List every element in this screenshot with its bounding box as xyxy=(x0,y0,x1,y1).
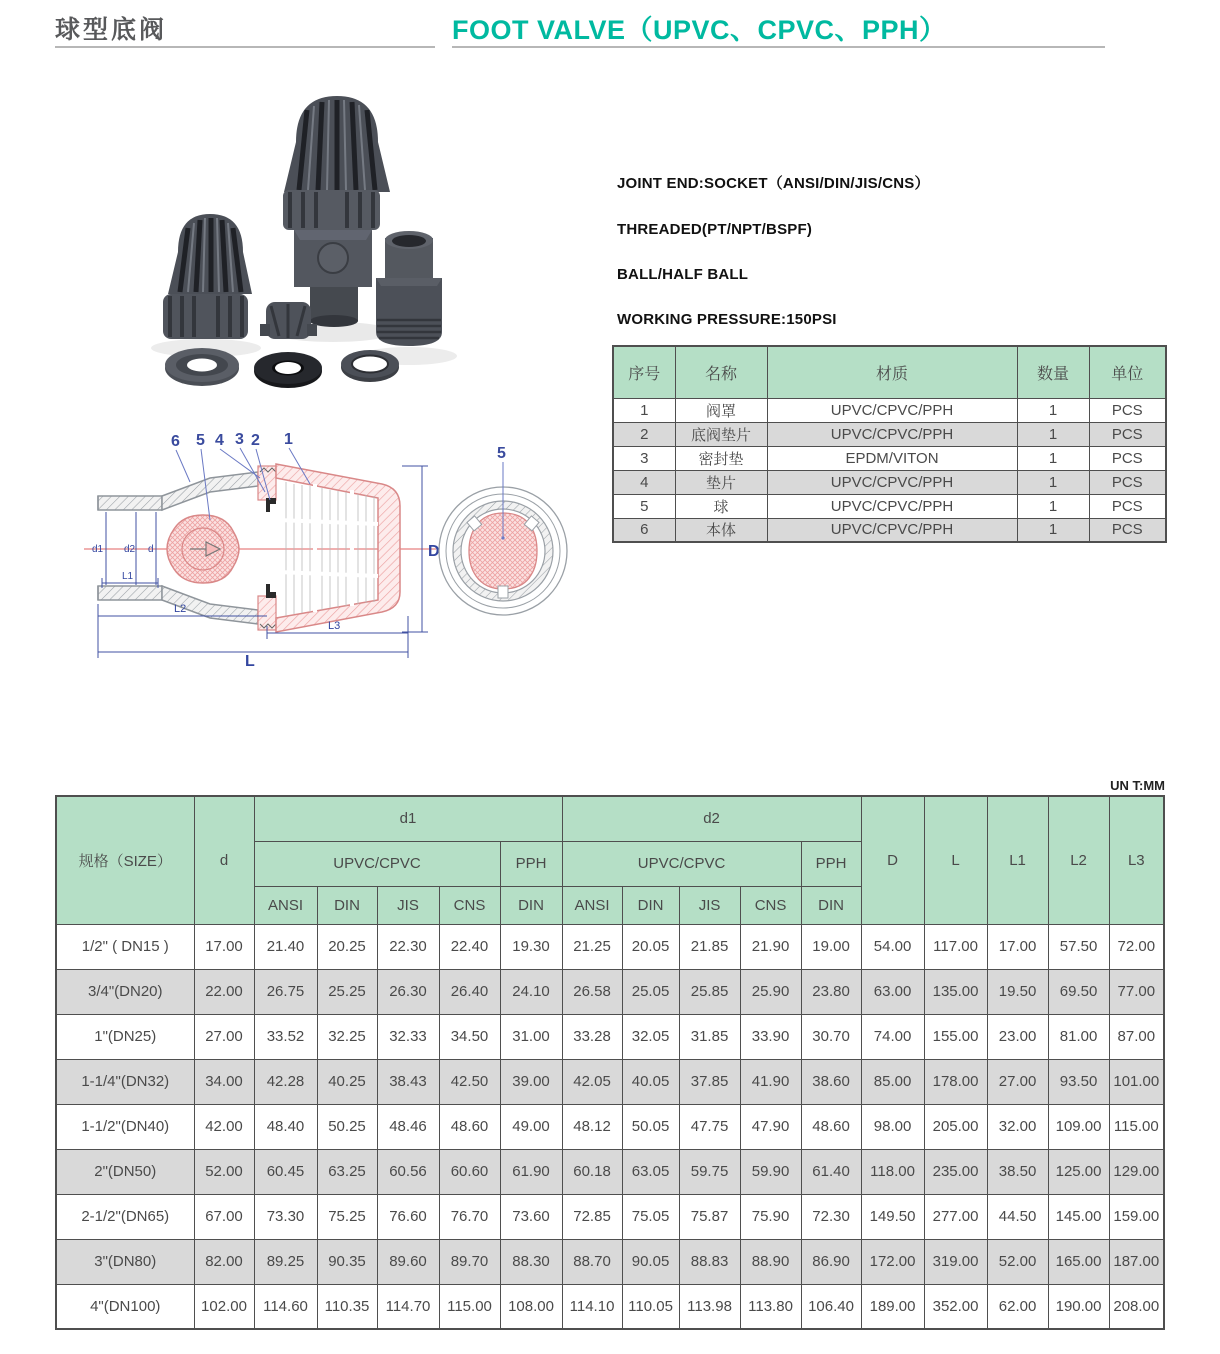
table-cell: 26.30 xyxy=(377,969,439,1014)
header-std: DIN xyxy=(500,886,562,924)
table-cell: 5 xyxy=(613,494,675,518)
table-cell: 76.60 xyxy=(377,1194,439,1239)
header-std: ANSI xyxy=(254,886,317,924)
table-cell: 32.00 xyxy=(987,1104,1048,1149)
table-cell: 27.00 xyxy=(987,1059,1048,1104)
table-cell: 2 xyxy=(613,422,675,446)
table-cell: 6 xyxy=(613,518,675,542)
table-cell: 205.00 xyxy=(924,1104,987,1149)
header-d2-upvc: UPVC/CPVC xyxy=(562,841,801,886)
table-cell: 178.00 xyxy=(924,1059,987,1104)
table-cell: 61.40 xyxy=(801,1149,861,1194)
table-row xyxy=(613,422,1166,446)
table-cell: 1-1/2"(DN40) xyxy=(56,1104,194,1149)
strainer-cage xyxy=(163,214,252,339)
table-cell: 38.43 xyxy=(377,1059,439,1104)
table-cell: 1 xyxy=(1017,470,1089,494)
col-header-no: 序号 xyxy=(613,346,675,398)
table-cell: 21.40 xyxy=(254,924,317,969)
spec-joint-end: JOINT END:SOCKET（ANSI/DIN/JIS/CNS） xyxy=(617,175,930,192)
table-cell: 62.00 xyxy=(987,1284,1048,1329)
table-cell: 33.52 xyxy=(254,1014,317,1059)
table-cell: 21.85 xyxy=(679,924,740,969)
table-cell: 17.00 xyxy=(194,924,254,969)
header-divider-left xyxy=(55,46,435,48)
table-cell: 190.00 xyxy=(1048,1284,1109,1329)
table-cell: UPVC/CPVC/PPH xyxy=(767,518,1017,542)
table-cell: 4 xyxy=(613,470,675,494)
table-cell: 52.00 xyxy=(987,1239,1048,1284)
table-cell: 89.70 xyxy=(439,1239,500,1284)
table-cell: 75.05 xyxy=(622,1194,679,1239)
table-cell: PCS xyxy=(1089,518,1166,542)
table-cell: 48.60 xyxy=(801,1104,861,1149)
table-cell: 86.90 xyxy=(801,1239,861,1284)
table-cell: 3/4"(DN20) xyxy=(56,969,194,1014)
table-cell: 1 xyxy=(1017,494,1089,518)
table-cell: 23.80 xyxy=(801,969,861,1014)
table-cell: 22.40 xyxy=(439,924,500,969)
table-cell: 1"(DN25) xyxy=(56,1014,194,1059)
table-cell: 21.25 xyxy=(562,924,622,969)
table-cell: 135.00 xyxy=(924,969,987,1014)
table-cell: 145.00 xyxy=(1048,1194,1109,1239)
table-cell: 40.05 xyxy=(622,1059,679,1104)
table-cell: 60.18 xyxy=(562,1149,622,1194)
table-cell: 23.00 xyxy=(987,1014,1048,1059)
header-std: ANSI xyxy=(562,886,622,924)
table-cell: 33.28 xyxy=(562,1014,622,1059)
dim-label-d: d xyxy=(148,544,154,555)
table-row xyxy=(56,1104,1164,1149)
table-cell: 21.90 xyxy=(740,924,801,969)
foot-valve-assembled xyxy=(283,96,390,327)
table-row xyxy=(56,1149,1164,1194)
part-label: 6 xyxy=(171,433,180,450)
table-cell: 47.75 xyxy=(679,1104,740,1149)
table-cell: 47.90 xyxy=(740,1104,801,1149)
table-cell: 155.00 xyxy=(924,1014,987,1059)
col-header-name: 名称 xyxy=(675,346,767,398)
table-cell: 34.50 xyxy=(439,1014,500,1059)
header-d2: d2 xyxy=(562,796,861,841)
table-cell: 98.00 xyxy=(861,1104,924,1149)
table-cell: 88.83 xyxy=(679,1239,740,1284)
table-cell: 75.90 xyxy=(740,1194,801,1239)
table-cell: 352.00 xyxy=(924,1284,987,1329)
table-cell: 114.60 xyxy=(254,1284,317,1329)
table-cell: 26.40 xyxy=(439,969,500,1014)
table-cell: 48.40 xyxy=(254,1104,317,1149)
table-cell: PCS xyxy=(1089,422,1166,446)
table-cell: 31.85 xyxy=(679,1014,740,1059)
table-cell: UPVC/CPVC/PPH xyxy=(767,470,1017,494)
col-header-material: 材质 xyxy=(767,346,1017,398)
table-cell: 90.35 xyxy=(317,1239,377,1284)
part-label: 3 xyxy=(235,431,244,448)
table-cell: 149.50 xyxy=(861,1194,924,1239)
table-cell: 本体 xyxy=(675,518,767,542)
table-cell: 3 xyxy=(613,446,675,470)
table-cell: 60.45 xyxy=(254,1149,317,1194)
table-row xyxy=(613,494,1166,518)
table-cell: EPDM/VITON xyxy=(767,446,1017,470)
table-cell: 63.00 xyxy=(861,969,924,1014)
ball-section xyxy=(167,515,239,583)
end-view-part-label: 5 xyxy=(497,445,506,462)
table-cell: 37.85 xyxy=(679,1059,740,1104)
col-header-unit: 单位 xyxy=(1089,346,1166,398)
spec-list xyxy=(617,172,1177,356)
dimension-table-header xyxy=(56,796,1164,924)
table-cell: 88.30 xyxy=(500,1239,562,1284)
product-photo xyxy=(100,80,600,420)
dimension-table xyxy=(55,795,1165,1330)
table-cell: 1 xyxy=(613,398,675,422)
table-cell: 41.90 xyxy=(740,1059,801,1104)
table-cell: 25.25 xyxy=(317,969,377,1014)
table-cell: 113.80 xyxy=(740,1284,801,1329)
table-cell: 85.00 xyxy=(861,1059,924,1104)
table-cell: 108.00 xyxy=(500,1284,562,1329)
table-cell: 74.00 xyxy=(861,1014,924,1059)
header-L: L xyxy=(924,796,987,924)
table-cell: UPVC/CPVC/PPH xyxy=(767,422,1017,446)
table-cell: 165.00 xyxy=(1048,1239,1109,1284)
part-label: 5 xyxy=(196,432,205,449)
table-cell: 1 xyxy=(1017,398,1089,422)
table-cell: UPVC/CPVC/PPH xyxy=(767,398,1017,422)
table-cell: 30.70 xyxy=(801,1014,861,1059)
technical-drawing xyxy=(60,420,612,668)
table-cell: 61.90 xyxy=(500,1149,562,1194)
dim-label-d2: d2 xyxy=(124,544,136,555)
gasket-ring-dark xyxy=(341,350,399,382)
table-cell: 3"(DN80) xyxy=(56,1239,194,1284)
table-cell: 59.90 xyxy=(740,1149,801,1194)
table-cell: 38.50 xyxy=(987,1149,1048,1194)
end-view xyxy=(439,445,567,615)
gasket-ring-black xyxy=(254,352,322,388)
table-cell: 26.75 xyxy=(254,969,317,1014)
header-std: JIS xyxy=(679,886,740,924)
table-cell: 189.00 xyxy=(861,1284,924,1329)
parts-table-header xyxy=(613,346,1166,398)
table-cell: 2"(DN50) xyxy=(56,1149,194,1194)
table-cell: 17.00 xyxy=(987,924,1048,969)
table-cell: 110.05 xyxy=(622,1284,679,1329)
table-cell: 81.00 xyxy=(1048,1014,1109,1059)
table-cell: 垫片 xyxy=(675,470,767,494)
table-cell: 1 xyxy=(1017,446,1089,470)
table-cell: PCS xyxy=(1089,470,1166,494)
header-L2: L2 xyxy=(1048,796,1109,924)
table-cell: 77.00 xyxy=(1109,969,1164,1014)
table-cell: 109.00 xyxy=(1048,1104,1109,1149)
table-cell: 113.98 xyxy=(679,1284,740,1329)
table-cell: PCS xyxy=(1089,494,1166,518)
table-cell: 32.33 xyxy=(377,1014,439,1059)
table-cell: 101.00 xyxy=(1109,1059,1164,1104)
table-cell: 31.00 xyxy=(500,1014,562,1059)
header-D: D xyxy=(861,796,924,924)
parts-table-body xyxy=(613,398,1166,542)
unit-note: UN T:MM xyxy=(1110,778,1165,793)
table-row xyxy=(56,1239,1164,1284)
dim-label-L: L xyxy=(245,653,255,668)
part-label: 4 xyxy=(215,432,224,449)
spec-ball: BALL/HALF BALL xyxy=(617,266,749,283)
table-cell: 102.00 xyxy=(194,1284,254,1329)
table-cell: 125.00 xyxy=(1048,1149,1109,1194)
table-row xyxy=(56,1194,1164,1239)
table-cell: 60.60 xyxy=(439,1149,500,1194)
table-cell: 67.00 xyxy=(194,1194,254,1239)
table-cell: 63.25 xyxy=(317,1149,377,1194)
table-cell: 59.75 xyxy=(679,1149,740,1194)
table-cell: 89.60 xyxy=(377,1239,439,1284)
parts-table xyxy=(612,345,1167,543)
table-cell: 319.00 xyxy=(924,1239,987,1284)
table-cell: 172.00 xyxy=(861,1239,924,1284)
table-cell: PCS xyxy=(1089,446,1166,470)
table-cell: 82.00 xyxy=(194,1239,254,1284)
gasket-ring-gray xyxy=(165,348,239,386)
table-cell: 32.05 xyxy=(622,1014,679,1059)
table-cell: 25.90 xyxy=(740,969,801,1014)
dim-label-L1: L1 xyxy=(122,571,134,582)
dim-label-D: D xyxy=(428,543,440,560)
header-divider-right xyxy=(452,46,1105,48)
table-cell: 88.90 xyxy=(740,1239,801,1284)
table-cell: 118.00 xyxy=(861,1149,924,1194)
table-row xyxy=(613,518,1166,542)
spec-threaded: THREADED(PT/NPT/BSPF) xyxy=(617,221,813,238)
header-d1-pph: PPH xyxy=(500,841,562,886)
table-cell: UPVC/CPVC/PPH xyxy=(767,494,1017,518)
table-cell: 42.05 xyxy=(562,1059,622,1104)
table-cell: 208.00 xyxy=(1109,1284,1164,1329)
table-cell: 32.25 xyxy=(317,1014,377,1059)
table-cell: 42.50 xyxy=(439,1059,500,1104)
part-label: 1 xyxy=(284,431,293,448)
table-row xyxy=(56,1059,1164,1104)
table-row xyxy=(56,1284,1164,1329)
header-std: DIN xyxy=(622,886,679,924)
table-cell: 33.90 xyxy=(740,1014,801,1059)
table-cell: 阀罩 xyxy=(675,398,767,422)
table-cell: 1 xyxy=(1017,518,1089,542)
table-cell: 60.56 xyxy=(377,1149,439,1194)
table-cell: 88.70 xyxy=(562,1239,622,1284)
table-cell: 89.25 xyxy=(254,1239,317,1284)
table-cell: 22.30 xyxy=(377,924,439,969)
table-cell: 球 xyxy=(675,494,767,518)
header-d1-upvc: UPVC/CPVC xyxy=(254,841,500,886)
table-cell: 42.00 xyxy=(194,1104,254,1149)
header-std: CNS xyxy=(439,886,500,924)
table-row xyxy=(613,446,1166,470)
table-cell: 4"(DN100) xyxy=(56,1284,194,1329)
table-cell: 52.00 xyxy=(194,1149,254,1194)
table-cell: 187.00 xyxy=(1109,1239,1164,1284)
table-cell: 87.00 xyxy=(1109,1014,1164,1059)
table-cell: 72.30 xyxy=(801,1194,861,1239)
table-cell: 93.50 xyxy=(1048,1059,1109,1104)
table-cell: 110.35 xyxy=(317,1284,377,1329)
part-label: 2 xyxy=(251,432,260,449)
dim-label-L3: L3 xyxy=(328,620,341,632)
header-std: DIN xyxy=(801,886,861,924)
table-cell: 50.05 xyxy=(622,1104,679,1149)
table-cell: 34.00 xyxy=(194,1059,254,1104)
table-cell: 27.00 xyxy=(194,1014,254,1059)
table-cell: 39.00 xyxy=(500,1059,562,1104)
table-cell: 20.05 xyxy=(622,924,679,969)
table-cell: 22.00 xyxy=(194,969,254,1014)
dim-label-d1: d1 xyxy=(92,544,104,555)
table-row xyxy=(56,969,1164,1014)
header-L1: L1 xyxy=(987,796,1048,924)
table-cell: 48.12 xyxy=(562,1104,622,1149)
table-cell: 90.05 xyxy=(622,1239,679,1284)
table-cell: 69.50 xyxy=(1048,969,1109,1014)
table-row xyxy=(56,1014,1164,1059)
table-cell: 50.25 xyxy=(317,1104,377,1149)
table-cell: 38.60 xyxy=(801,1059,861,1104)
spec-working-pressure: WORKING PRESSURE:150PSI xyxy=(617,311,837,328)
table-cell: 73.30 xyxy=(254,1194,317,1239)
table-cell: 26.58 xyxy=(562,969,622,1014)
table-cell: 75.25 xyxy=(317,1194,377,1239)
table-cell: 25.85 xyxy=(679,969,740,1014)
table-cell: 1 xyxy=(1017,422,1089,446)
header-std: JIS xyxy=(377,886,439,924)
table-cell: 49.00 xyxy=(500,1104,562,1149)
table-cell: 42.28 xyxy=(254,1059,317,1104)
table-cell: PCS xyxy=(1089,398,1166,422)
dim-label-L2: L2 xyxy=(174,603,187,615)
header-L3: L3 xyxy=(1109,796,1164,924)
table-cell: 73.60 xyxy=(500,1194,562,1239)
header-std: DIN xyxy=(317,886,377,924)
valve-cap xyxy=(260,302,317,339)
table-cell: 54.00 xyxy=(861,924,924,969)
table-cell: 106.40 xyxy=(801,1284,861,1329)
table-cell: 24.10 xyxy=(500,969,562,1014)
socket-adapter xyxy=(376,231,442,346)
table-row xyxy=(613,470,1166,494)
table-cell: 76.70 xyxy=(439,1194,500,1239)
table-row xyxy=(56,924,1164,969)
table-cell: 19.00 xyxy=(801,924,861,969)
col-header-qty: 数量 xyxy=(1017,346,1089,398)
page-title-english: FOOT VALVE（UPVC、CPVC、PPH） xyxy=(452,15,947,45)
table-cell: 44.50 xyxy=(987,1194,1048,1239)
table-cell: 72.85 xyxy=(562,1194,622,1239)
table-cell: 114.10 xyxy=(562,1284,622,1329)
table-cell: 48.46 xyxy=(377,1104,439,1149)
table-cell: 57.50 xyxy=(1048,924,1109,969)
table-cell: 159.00 xyxy=(1109,1194,1164,1239)
table-row xyxy=(613,398,1166,422)
header-d1: d1 xyxy=(254,796,562,841)
table-cell: 129.00 xyxy=(1109,1149,1164,1194)
table-cell: 40.25 xyxy=(317,1059,377,1104)
header-std: CNS xyxy=(740,886,801,924)
table-cell: 63.05 xyxy=(622,1149,679,1194)
header-size: 规格（SIZE） xyxy=(56,796,194,924)
table-cell: 75.87 xyxy=(679,1194,740,1239)
table-cell: 1-1/4"(DN32) xyxy=(56,1059,194,1104)
table-cell: 25.05 xyxy=(622,969,679,1014)
strainer-cone-section xyxy=(276,464,400,632)
page-title-chinese: 球型底阀 xyxy=(55,16,168,44)
table-cell: 密封垫 xyxy=(675,446,767,470)
table-cell: 19.30 xyxy=(500,924,562,969)
table-cell: 2-1/2"(DN65) xyxy=(56,1194,194,1239)
table-cell: 底阀垫片 xyxy=(675,422,767,446)
header-d2-pph: PPH xyxy=(801,841,861,886)
table-cell: 115.00 xyxy=(439,1284,500,1329)
table-cell: 20.25 xyxy=(317,924,377,969)
dimension-table-body xyxy=(56,924,1164,1329)
table-cell: 115.00 xyxy=(1109,1104,1164,1149)
table-cell: 277.00 xyxy=(924,1194,987,1239)
table-cell: 114.70 xyxy=(377,1284,439,1329)
table-cell: 235.00 xyxy=(924,1149,987,1194)
table-cell: 117.00 xyxy=(924,924,987,969)
header-d: d xyxy=(194,796,254,924)
table-cell: 72.00 xyxy=(1109,924,1164,969)
table-cell: 19.50 xyxy=(987,969,1048,1014)
table-cell: 1/2" ( DN15 ) xyxy=(56,924,194,969)
table-cell: 48.60 xyxy=(439,1104,500,1149)
